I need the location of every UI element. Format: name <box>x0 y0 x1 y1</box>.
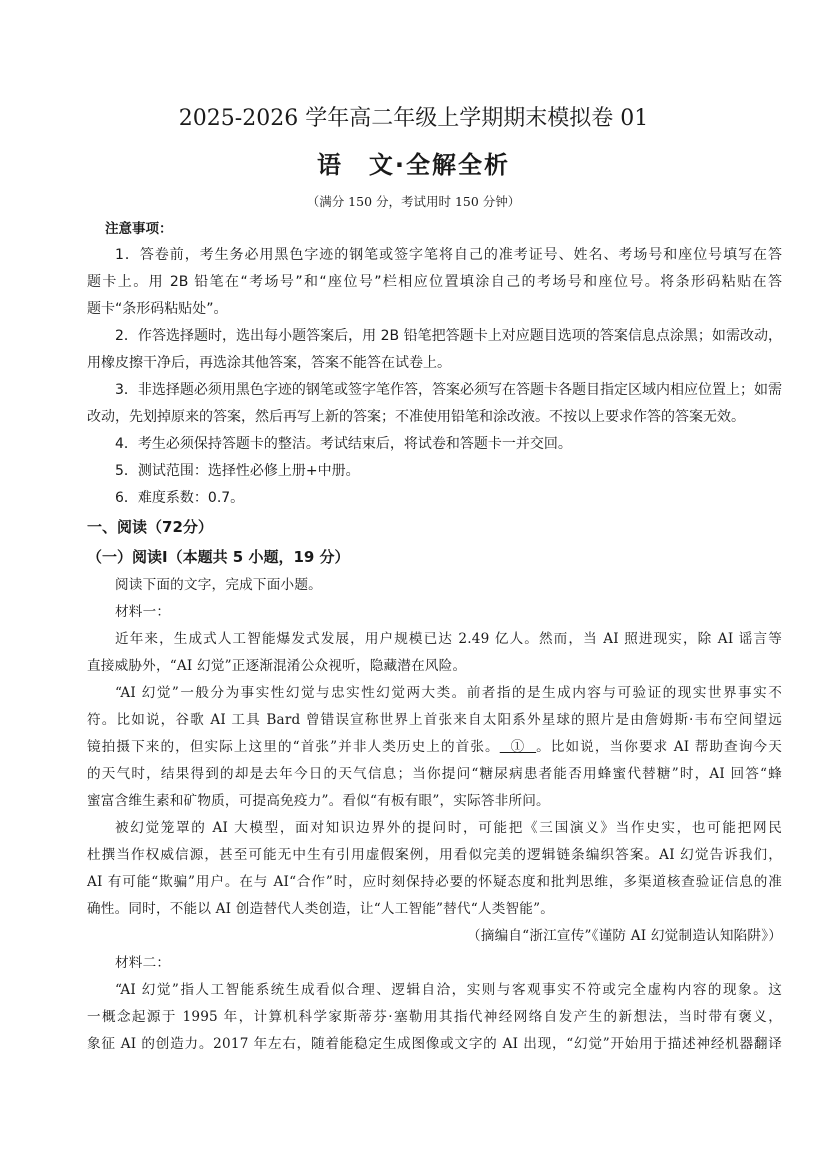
document-subtitle: 语 文·全解全析 <box>316 151 511 179</box>
text-segment: 用橡皮擦干净后，再选涂其他答案，答案不能答在试卷上。 <box>87 355 451 371</box>
paragraph-line <box>87 761 782 788</box>
text-segment: 确性。同时，不能以 AI 创造替代人类创造，让“人工智能”替代“人类智能”。 <box>87 901 555 917</box>
paragraph-line <box>87 734 782 761</box>
text-segment: 一概念起源于 1995 年，计算机科学家斯蒂芬·塞勒用其指代神经网络自发产生的新想法，当时带有褒义， <box>87 1009 782 1025</box>
text-segment: 题卡“条形码粘贴处”。 <box>87 301 228 317</box>
text-segment: 改动，先划掉原来的答案，然后再写上新的答案；不准使用铅笔和涂改液。不按以上要求作答的答案无效。 <box>87 409 745 425</box>
paragraph-line <box>87 431 782 458</box>
paragraph-line <box>87 1031 782 1058</box>
material-one <box>87 626 782 923</box>
text-segment: 5．测试范围：选择性必修上册+中册。 <box>115 463 360 479</box>
text-segment: 直接威胁外，“AI 幻觉”正逐渐混淆公众视听，隐藏潜在风险。 <box>87 658 467 674</box>
paragraph-line <box>87 977 782 1004</box>
paragraph-line <box>87 296 782 323</box>
paragraph-line <box>87 404 782 431</box>
text-segment: 6．难度系数：0.7。 <box>115 490 245 506</box>
text-segment: 符。比如说，谷歌 AI 工具 Bard 曾错误宣称世界上首张来自太阳系外星球的照片是由詹姆斯·韦布空间望远 <box>87 712 782 728</box>
document-body <box>87 216 782 1058</box>
material-one-source: （摘编自“浙江宣传”《谨防 AI 幻觉制造认知陷阱》） <box>467 928 782 944</box>
document-title: 2025-2026 学年高二年级上学期期末模拟卷 01 <box>178 106 649 131</box>
text-segment: 镜拍摄下来的，但实际上这里的“首张”并非人类历史上的首张。 <box>87 739 500 755</box>
paragraph-line <box>87 896 782 923</box>
instruction-text: 阅读下面的文字，完成下面小题。 <box>115 577 322 593</box>
paragraph-line <box>87 626 782 653</box>
paragraph-line <box>87 458 782 485</box>
fill-blank: ① <box>499 739 537 755</box>
paragraph-line <box>87 707 782 734</box>
text-segment: “AI 幻觉”一般分为事实性幻觉与忠实性幻觉两大类。前者指的是生成内容与可验证的现实世界事实不 <box>115 685 782 701</box>
paragraph-line <box>87 653 782 680</box>
text-segment: 蜜富含维生素和矿物质，可提高免疫力”。看似“有板有眼”，实际答非所问。 <box>87 793 550 809</box>
text-segment: 象征 AI 的创造力。2017 年左右，随着能稳定生成图像或文字的 AI 出现，“幻觉”开始用于描述神经机器翻译 <box>87 1036 782 1052</box>
subsection-heading: （一）阅读I（本题共 5 小题，19 分） <box>87 548 350 566</box>
paragraph-line <box>87 788 782 815</box>
paragraph-line <box>87 377 782 404</box>
paragraph-line <box>87 1004 782 1031</box>
text-segment: 3．非选择题必须用黑色字迹的钢笔或签字笔作答，答案必须写在答题卡各题目指定区域内相应位置上；如需 <box>115 382 782 398</box>
paragraph-line <box>87 485 782 512</box>
text-segment: 2．作答选择题时，选出每小题答案后，用 2B 铅笔把答题卡上对应题目选项的答案信息点涂黑；如需改动， <box>115 328 782 344</box>
text-segment: 被幻觉笼罩的 AI 大模型，面对知识边界外的提问时，可能把《三国演义》当作史实，也可能把网民 <box>115 820 782 836</box>
exam-meta: （满分 150 分，考试用时 150 分钟） <box>306 194 521 209</box>
material-two <box>87 977 782 1058</box>
paragraph-line <box>87 242 782 269</box>
material-two-label: 材料二： <box>115 955 171 971</box>
text-segment: 的天气时，结果得到的却是去年今日的天气信息；当你提问“糖尿病患者能否用蜂蜜代替糖”时，AI 回答“蜂 <box>87 766 782 782</box>
paragraph-line <box>87 815 782 842</box>
paragraph-line <box>87 350 782 377</box>
paragraph-line <box>87 869 782 896</box>
text-segment: 近年来，生成式人工智能爆发式发展，用户规模已达 2.49 亿人。然而，当 AI 照进现实，除 AI 谣言等 <box>115 631 782 647</box>
notice-list <box>87 242 782 512</box>
text-segment: AI 有可能“欺骗”用户。在与 AI“合作”时，应时刻保持必要的怀疑态度和批判思维，多渠道核查验证信息的准 <box>87 874 782 890</box>
text-segment: 1．答卷前，考生务必用黑色字迹的钢笔或签字笔将自己的准考证号、姓名、考场号和座位号填写在答 <box>115 247 782 263</box>
material-one-label: 材料一： <box>115 604 171 620</box>
paragraph-line <box>87 680 782 707</box>
text-segment: 4．考生必须保持答题卡的整洁。考试结束后，将试卷和答题卡一并交回。 <box>115 436 572 452</box>
paragraph-line <box>87 269 782 296</box>
section-heading: 一、阅读（72分） <box>87 518 213 536</box>
text-segment: “AI 幻觉”指人工智能系统生成看似合理、逻辑自洽，实则与客观事实不符或完全虚构内容的现象。这 <box>115 982 782 998</box>
notice-heading: 注意事项： <box>105 221 173 237</box>
paragraph-line <box>87 842 782 869</box>
paragraph-line <box>87 323 782 350</box>
text-segment: 。比如说，当你要求 AI 帮助查询今天 <box>536 739 782 755</box>
text-segment: 题卡上。用 2B 铅笔在“考场号”和“座位号”栏相应位置填涂自己的考场号和座位号。将条形码粘贴在答 <box>87 274 782 290</box>
text-segment: 杜撰当作权威信源，甚至可能无中生有引用虚假案例，用看似完美的逻辑链条编织答案。AI 幻觉告诉我们， <box>87 847 782 863</box>
